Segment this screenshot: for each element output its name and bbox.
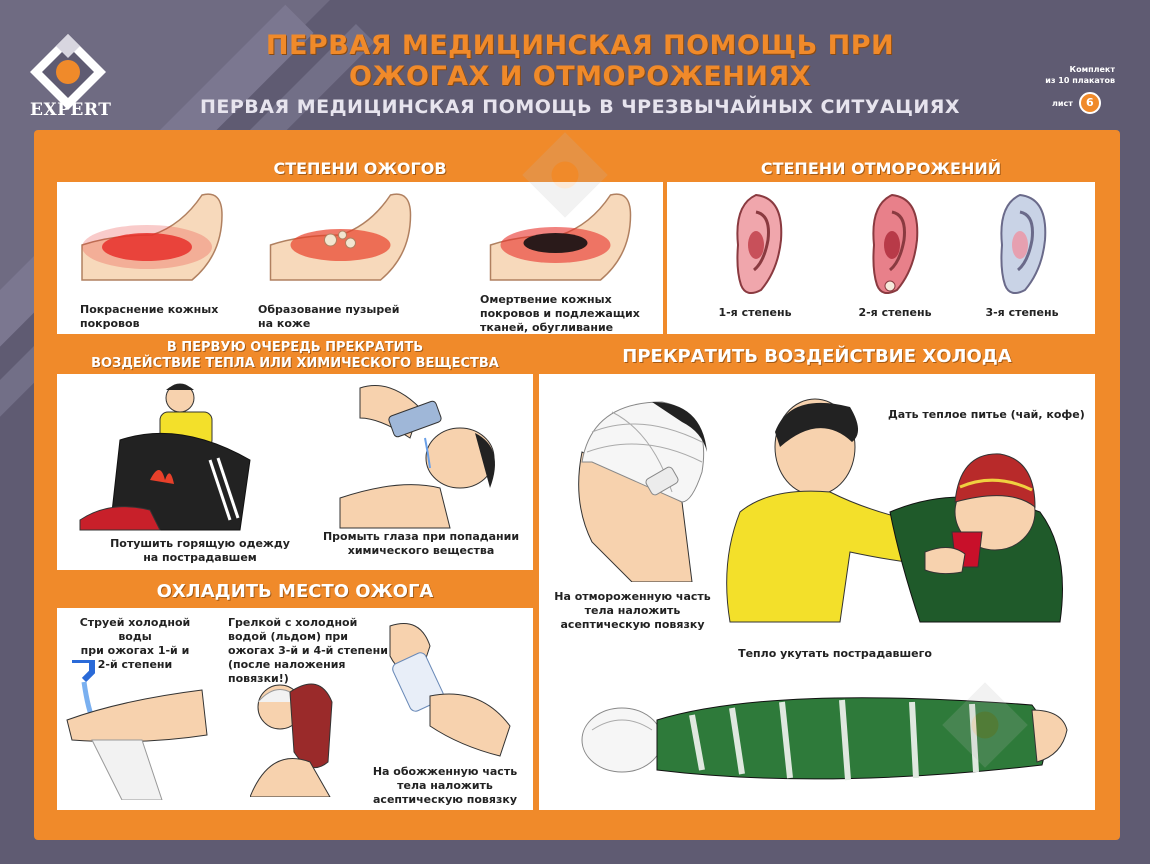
caption-line: Покраснение кожных	[80, 303, 219, 316]
page-subtitle: ПЕРВАЯ МЕДИЦИНСКАЯ ПОМОЩЬ В ЧРЕЗВЫЧАЙНЫХ СИТУАЦИЯХ	[200, 96, 960, 118]
frostbite-heading: СТЕПЕНИ ОТМОРОЖЕНИЙ	[667, 154, 1095, 182]
stop-cold-heading: ПРЕКРАТИТЬ ВОЗДЕЙСТВИЕ ХОЛОДА	[539, 338, 1095, 374]
caption-line: на коже	[258, 317, 311, 330]
burns-heading: СТЕПЕНИ ОЖОГОВ	[57, 154, 663, 182]
frostbite-caption-1: 1-я степень	[718, 306, 792, 319]
caption-line: тканей, обугливание	[480, 321, 614, 334]
caption-line: На отмороженную часть	[554, 590, 711, 603]
bandaged-head-illustration	[552, 392, 712, 582]
extinguish-clothing-illustration	[70, 380, 270, 540]
warm-drink-illustration	[720, 392, 1090, 642]
sheet-label: лист	[1052, 98, 1073, 108]
burn-foot-2-illustration	[258, 185, 423, 290]
ear-1-illustration	[726, 190, 786, 300]
caption-line: покровов и подлежащих	[480, 307, 640, 320]
kit-line-1: Комплект	[1069, 65, 1115, 74]
rinse-eyes-illustration	[300, 378, 510, 538]
wrap-warmly-caption: Тепло укутать пострадавшего	[738, 647, 932, 660]
page-title	[190, 30, 970, 92]
rinse-eyes-caption	[316, 530, 526, 558]
burn-bandage-caption	[360, 765, 530, 807]
bandage-roll-illustration	[380, 616, 520, 766]
caption-line: при ожогах 1-й и	[80, 644, 190, 657]
caption-line: ожогах 3-й и 4-й степени	[228, 644, 388, 657]
logo-wordmark: EXPERT	[30, 100, 112, 120]
caption-line: На обожженную часть	[372, 765, 518, 778]
kit-info	[1010, 64, 1115, 86]
warm-drink-caption: Дать теплое питье (чай, кофе)	[888, 408, 1085, 421]
caption-line: асептическую повязку	[373, 793, 517, 806]
heading-line: В ПЕРВУЮ ОЧЕРЕДЬ ПРЕКРАТИТЬ	[166, 340, 424, 355]
title-line-1: ПЕРВАЯ МЕДИЦИНСКАЯ ПОМОЩЬ ПРИ	[265, 30, 895, 61]
cool-burn-heading: ОХЛАДИТЬ МЕСТО ОЖОГА	[57, 574, 533, 608]
caption-line: тела наложить	[397, 779, 493, 792]
watermark-logo-icon	[940, 680, 1030, 770]
caption-line: на пострадавшем	[143, 551, 257, 564]
caption-line: Струей холодной воды	[79, 616, 191, 643]
caption-line: Образование пузырей	[258, 303, 400, 316]
title-line-2: ОЖОГАХ И ОТМОРОЖЕНИЯХ	[349, 61, 811, 92]
burn-foot-1-illustration	[72, 185, 232, 290]
burn-caption-1	[80, 303, 250, 331]
frostbite-bandage-caption	[545, 590, 720, 632]
caption-line: (после наложения	[228, 658, 346, 671]
ear-3-illustration	[990, 190, 1050, 300]
ear-2-illustration	[862, 190, 922, 300]
caption-line: повязки!)	[228, 672, 289, 685]
caption-line: химического вещества	[347, 544, 495, 557]
caption-line: 2-й степени	[97, 658, 173, 671]
frostbite-caption-2: 2-я степень	[858, 306, 932, 319]
caption-line: покровов	[80, 317, 140, 330]
cold-water-illustration	[62, 660, 212, 800]
caption-line: водой (льдом) при	[228, 630, 349, 643]
caption-line: Промыть глаза при попадании	[322, 530, 520, 543]
stop-heat-heading	[57, 338, 533, 374]
caption-line: Грелкой с холодной	[228, 616, 358, 629]
ice-pack-illustration	[250, 672, 340, 797]
caption-line: тела наложить	[584, 604, 681, 617]
heading-line: ВОЗДЕЙСТВИЕ ТЕПЛА ИЛИ ХИМИЧЕСКОГО ВЕЩЕСТВА	[91, 356, 499, 371]
sheet-indicator	[1052, 92, 1101, 114]
caption-line: Омертвение кожных	[480, 293, 612, 306]
burn-caption-2	[258, 303, 428, 331]
kit-line-2: из 10 плакатов	[1045, 76, 1115, 85]
caption-line: Потушить горящую одежду	[110, 537, 290, 550]
burn-caption-3	[480, 293, 660, 335]
extinguish-caption	[100, 537, 300, 565]
frostbite-caption-3: 3-я степень	[985, 306, 1059, 319]
sheet-number-badge: 6	[1079, 92, 1101, 114]
watermark-logo-icon	[520, 130, 610, 220]
caption-line: асептическую повязку	[560, 618, 705, 631]
